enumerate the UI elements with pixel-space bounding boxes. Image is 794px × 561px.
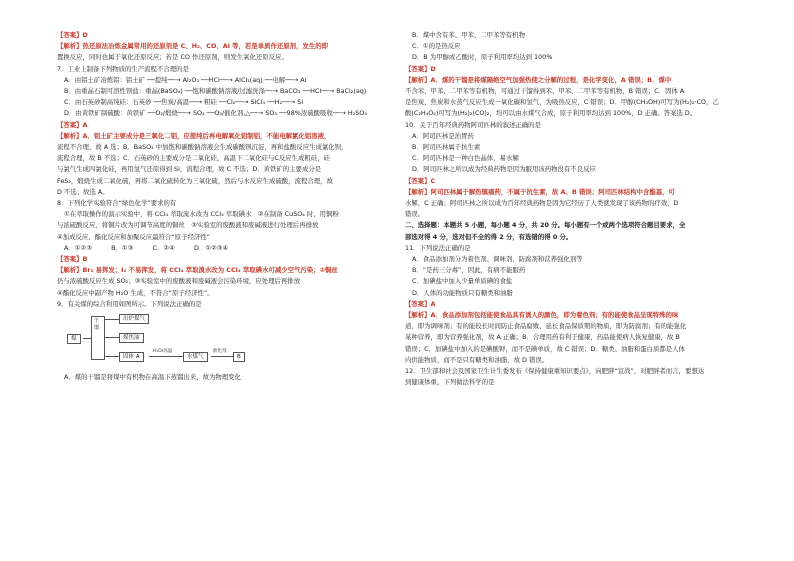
solid-a-box: 固体 A bbox=[119, 352, 144, 362]
option-line: A．食品添加剂分为着色剂、调味剂、防腐剂和营养强化剂等 bbox=[412, 255, 583, 264]
question-line: 11．下列说法正确的是 bbox=[405, 243, 471, 252]
explanation-line: 【解析】A．食品添加剂包括能使食品具有诱人的颜色，即为着色剂；有的能使食品呈现特殊的味 bbox=[405, 311, 679, 320]
option-line: C．①的是热反应 bbox=[412, 42, 461, 51]
option-line: D．B 为甲醇或乙酸时，原子利用率均达到 100% bbox=[412, 53, 553, 62]
text-line: 内供能物质，而不是只有糖类和油脂，故 D 错误。 bbox=[405, 355, 549, 364]
text-line: 错误。 bbox=[405, 210, 425, 219]
option-line: A．由铝土矿冶炼铝：铝土矿 ──提纯──→ Al₂O₃ ──HCl──→ AlCl₃(aq) ──电解──→ Al bbox=[64, 75, 307, 84]
option-line: A．①②③ B．①③ C．②④ D．①②③④ bbox=[64, 243, 229, 252]
arrow-line bbox=[211, 356, 233, 357]
connector bbox=[83, 338, 91, 339]
option-line: D．由黄铁矿制硫酸：黄铁矿 ──O₂/煅烧──→ SO₂ ──O₂/催化剂,△──→ SO₃ ──98%浓硫酸吸收──→ H₂SO₄ bbox=[64, 109, 367, 118]
condition-label: H₂O/高温 bbox=[153, 349, 173, 355]
answer-line: 【答案】A bbox=[405, 299, 436, 308]
coal-tar-box: 煤焦油 bbox=[119, 333, 144, 343]
connector bbox=[105, 356, 119, 357]
answer-line: 【答案】A bbox=[57, 120, 88, 129]
answer-line: 【答案】D bbox=[57, 31, 88, 39]
option-line: C．阿司匹林是一种白色晶体，易水解 bbox=[412, 154, 519, 163]
explanation-line: 【解析】A．铝土矿主要成分是三氧化二铝，应提纯后再电解氧化铝制铝，不能电解氯化铝溶液， bbox=[57, 131, 331, 140]
section-heading: 部选对得 4 分，选对但不全的得 2 分，有选错的得 0 分。 bbox=[405, 232, 573, 241]
text-line: 酸(C₂H₄O₂)可写为(H₂)₂(CO)₂，均可以由水煤气合成，原子利用率均达到 100%，D 正确。答案选 D。 bbox=[405, 109, 697, 118]
right-column bbox=[405, 30, 745, 389]
option-line: B．由重晶石制可溶性钡盐：重晶(BaSO₄) ──饱和碳酸钠溶液/过滤洗涤──→ BaCO₃ ──HCl──→ BaCl₂(aq) bbox=[64, 87, 367, 96]
text-line: 到健康体重，下列做法科学的是 bbox=[405, 378, 495, 387]
explanation-line: 【解析】热还原法冶炼金属常用的还原剂是 C、H₂、CO、Al 等，若是单质作还原剂，发生的即 bbox=[57, 42, 328, 51]
section-heading: 二、选择题：本题共 5 小题，每小题 4 分，共 20 分。每小题有一个或两个选项符合题目要求，全 bbox=[405, 221, 686, 230]
question-line: 12．卫生部和社会及国家卫生计生委发布《保持健康重知识要点》，向肥胖“宣战”，对肥胖者而言，要想达 bbox=[405, 367, 705, 376]
left-column bbox=[57, 30, 395, 383]
question-line: 10．关于百年经典药物阿司匹林的叙述正确的是 bbox=[405, 120, 541, 129]
text-line: 是焦炭，焦炭和水蒸气反应生成一氧化碳和氢气，为吸热反应，C 错误；D．甲醇(CH₃OH)可写为(H₂)₂·CO，乙 bbox=[405, 98, 719, 107]
arrow-line bbox=[149, 356, 183, 357]
catalyst-label: 催化剂 bbox=[213, 349, 227, 355]
option-line: B．“是药三分毒”，因此，有病不能服药 bbox=[412, 266, 526, 275]
option-line: C．加碘盐中加入少量单质碘的食盐 bbox=[412, 277, 513, 286]
option-line: B．阿司匹林属于抗生素 bbox=[412, 143, 481, 152]
connector bbox=[105, 319, 119, 320]
option-line: A．煤的干馏是将煤中有机物在高温下蒸馏出来，故为物理变化 bbox=[64, 373, 241, 382]
answer-line: 【答案】C bbox=[405, 176, 436, 185]
text-line: 错误；C．加碘盐中加入的是碘酸钾，而不是碘单质，故 C 错误；D．糖类、油脂和蛋白质都是人体 bbox=[405, 344, 685, 353]
option-line: D．阿司匹林之所以成为经典药物是因为服用该药物没有不良反应 bbox=[412, 165, 596, 174]
text-line: 仍与浓硫酸反应生成 SO₂；③实验室中的废酸液和废碱液会污染环境，应处理后再排放 bbox=[57, 277, 301, 286]
explanation-line: 【解析】阿司匹林属于解热镇痛药，不属于抗生素，故 A、B 错误；阿司匹林结构中含酯基，可 bbox=[405, 187, 675, 196]
coal-utilization-diagram bbox=[67, 312, 395, 368]
text-line: FeS₂，煅烧生成二氧化硫，再将二氧化硫转化为三氧化硫，然后与水反应生成硫酸，流程合理，故 bbox=[57, 176, 333, 185]
question-line: 8．下列化学实验符合“绿色化学”要求的有 bbox=[57, 199, 177, 208]
coke-oven-gas-box: 出炉煤气 bbox=[119, 314, 149, 324]
question-line: 7．工业上制备下列物质的生产流程不合理的是 bbox=[57, 64, 189, 73]
text-line: 水解，C 正确；阿司匹林之所以成为百年经典药物是因为它经历了人类就发现了该药物的疗效，D bbox=[405, 199, 679, 208]
option-line: A．阿司匹林是治胃药 bbox=[412, 131, 474, 140]
option-line: D．人体的功能物质只有糖类和油脂 bbox=[412, 288, 513, 297]
text-line: 与浓硫酸反应，将铜片改为可调节高度的铜丝 ③实验室的废酸液和废碱液进行处理后再排放 bbox=[57, 221, 319, 230]
dry-distillation-box: 干馏 bbox=[91, 316, 105, 360]
answer-line: 【答案】B bbox=[57, 255, 88, 264]
text-line: ①在萃取操作的演示实验中，将 CCl₄ 萃取溴水改为 CCl₄ 萃取碘水 ②在制备 CuSO₄ 时，用铜粉 bbox=[64, 210, 339, 219]
text-line: 道，即为调味剂；有的能较长时间防止食品腐败、延长食品保质期的物质，即为防腐剂；有的能强化 bbox=[405, 322, 687, 331]
coal-box: 煤 bbox=[67, 334, 81, 344]
water-gas-box: 水煤气 bbox=[183, 352, 208, 362]
option-line: C．由石英砂制高纯硅：石英砂 ──焦炭/高温──→ 粗硅 ──Cl₂──→ SiCl₄ ──H₂──→ Si bbox=[64, 98, 304, 107]
text-line: D 不选；故选 A。 bbox=[57, 187, 109, 196]
text-line: 置换反应，同时也属于氧化还原反应；若是 CO 作还原剂，则发生氧化还原反应。 bbox=[57, 53, 288, 62]
explanation-line: 【解析】A．煤的干馏是将煤隔绝空气加强热使之分解的过程，是化学变化，A 错误；B．煤中 bbox=[405, 75, 672, 84]
text-line: ④加成反应、酯化反应和加聚反应最符合“原子经济性” bbox=[57, 232, 210, 241]
explanation-line: 【解析】Br₂ 易挥发；I₂ 不易挥发，将 CCl₄ 萃取溴水改为 CCl₄ 萃取碘水可减少空气污染；②铜丝 bbox=[57, 266, 338, 275]
text-line: 某种营养，即为营养强化剂，故 A 正确；B．合理用药有利于健康，药品能使病人恢复健康，故 B bbox=[405, 333, 680, 342]
text-line: 流程合理，故 B 不选；C．石英砂的主要成分是二氧化硅，高温下二氧化硅与C反应生成粗硅，硅 bbox=[57, 154, 330, 163]
connector bbox=[105, 337, 119, 338]
text-line: 流程不合理，故 A 选；B．BaSO₄ 中加饱和碳酸钠溶液会生成碳酸钡沉淀，再和盐酸反应生成氯化钡， bbox=[57, 143, 348, 152]
product-b-box: B bbox=[233, 352, 245, 362]
text-line: ④酯化反应中副产物 H₂O 生成，不符合“原子经济性”。 bbox=[57, 288, 214, 297]
option-line: B．煤中含有苯、甲苯、二甲苯等有机物 bbox=[412, 31, 526, 39]
text-line: 与氯气生成四氯化硅，再用氢气还原得到 Si，流程合理，故 C 不选；D．黄铁矿的主要成分是 bbox=[57, 165, 322, 174]
text-line: 不含苯、甲苯、二甲苯等有机物，可通过干馏得到苯、甲苯、二甲苯等有机物，B 错误；C．固体 A bbox=[405, 87, 685, 96]
question-line: 9．有关煤的综合利用如图所示。下列说法正确的是 bbox=[57, 299, 202, 308]
answer-line: 【答案】D bbox=[405, 64, 436, 73]
